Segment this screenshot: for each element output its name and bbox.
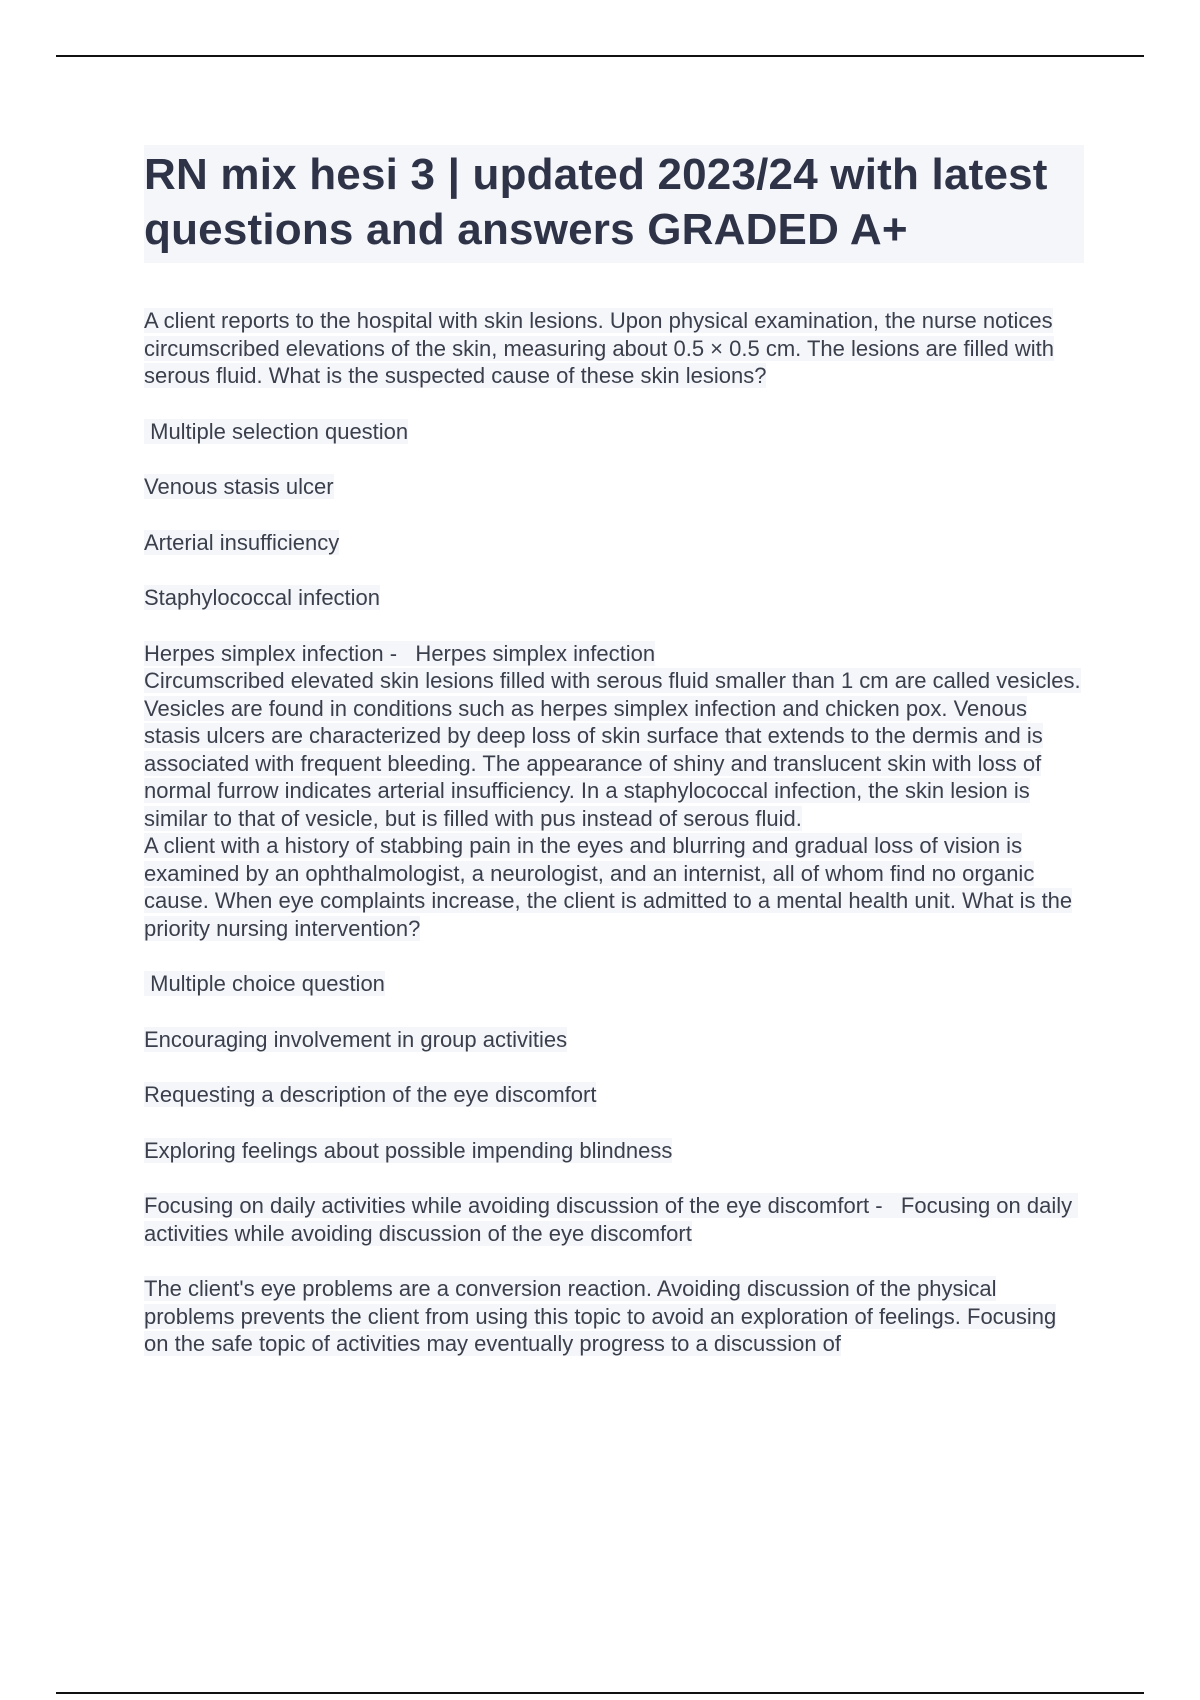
question-1-rationale: Circumscribed elevated skin lesions filled with serous fluid smaller than 1 cm are called vesicles. Vesicles are found in conditions such as herpes simplex infection and chicken pox. Venous stasis ulcers are characterized by deep loss of skin surface that extends to the dermis and is associated with frequent bleeding. The appearance of shiny and translucent skin with loss of normal furrow indicates arterial insufficiency. In a staphylococcal infection, the skin lesion is similar to that of vesicle, but is filled with pus instead of serous fluid. xyxy=(144,668,1081,831)
question-1-option: Staphylococcal infection xyxy=(144,585,381,610)
document-title: RN mix hesi 3 | updated 2023/24 with latest questions and answers GRADED A+ xyxy=(144,145,1084,263)
question-1-answer: Herpes simplex infection - Herpes simplex infection xyxy=(144,640,656,666)
question-2-rationale: The client's eye problems are a conversion reaction. Avoiding discussion of the physical problems prevents the client from using this topic to avoid an exploration of feelings. Focusing on the safe topic of activities may eventually progress to a discussion of xyxy=(144,1276,1057,1356)
question-2-text: A client with a history of stabbing pain in the eyes and blurring and gradual loss of vision is examined by an ophthalmologist, a neurologist, and an internist, all of whom find no organic cause. When eye complaints increase, the client is admitted to a mental health unit. What is the priority nursing intervention? xyxy=(144,833,1073,941)
top-rule xyxy=(56,55,1144,57)
question-2-option: Encouraging involvement in group activities xyxy=(144,1026,568,1052)
bottom-rule xyxy=(56,1692,1144,1694)
question-2-answer: Focusing on daily activities while avoiding discussion of the eye discomfort - Focusing on daily activities while avoiding discussion of the eye discomfort xyxy=(144,1193,1079,1246)
document-body xyxy=(144,145,1084,1358)
question-2-option: Requesting a description of the eye discomfort xyxy=(144,1082,597,1107)
question-1-option: Arterial insufficiency xyxy=(144,529,340,555)
question-1-text: A client reports to the hospital with skin lesions. Upon physical examination, the nurse notices circumscribed elevations of the skin, measuring about 0.5 × 0.5 cm. The lesions are filled with serous fluid. What is the suspected cause of these skin lesions? xyxy=(144,308,1054,388)
question-2-type: Multiple choice question xyxy=(144,971,385,996)
question-2-option: Exploring feelings about possible impending blindness xyxy=(144,1137,673,1163)
question-1-option: Venous stasis ulcer xyxy=(144,474,334,499)
question-1-type: Multiple selection question xyxy=(144,418,409,444)
